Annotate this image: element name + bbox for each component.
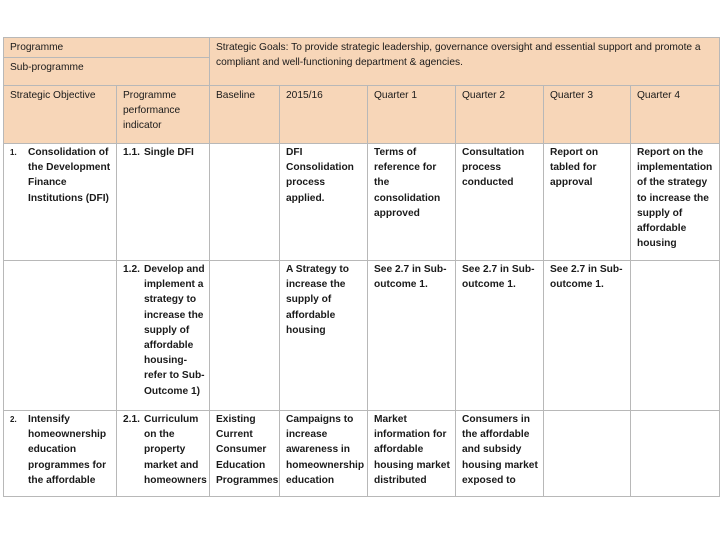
table-row bbox=[4, 411, 720, 497]
indicator-number: 1.1. bbox=[123, 147, 140, 158]
objective-cell bbox=[4, 261, 117, 411]
col-quarter-3: Quarter 3 bbox=[544, 86, 631, 144]
q1-cell: Terms of reference for the consolidation approved bbox=[368, 144, 456, 261]
q3-cell bbox=[544, 411, 631, 497]
indicator-text: Develop and implement a strategy to increase the supply of affordable housing- refer to Sub-Outcome 1) bbox=[144, 264, 205, 397]
objective-number: 1. bbox=[10, 148, 17, 157]
baseline-cell bbox=[210, 144, 280, 261]
indicator-cell bbox=[117, 261, 210, 411]
year-cell: A Strategy to increase the supply of affordable housing bbox=[280, 261, 368, 411]
q1-cell: See 2.7 in Sub-outcome 1. bbox=[368, 261, 456, 411]
programme-label: Programme bbox=[4, 38, 210, 58]
col-quarter-1: Quarter 1 bbox=[368, 86, 456, 144]
col-performance-indicator: Programme performance indicator bbox=[117, 86, 210, 144]
indicator-cell bbox=[117, 411, 210, 497]
indicator-text: Single DFI bbox=[144, 147, 194, 158]
baseline-cell bbox=[210, 261, 280, 411]
q4-cell bbox=[631, 261, 720, 411]
subprogramme-label: Sub-programme bbox=[4, 58, 210, 86]
objective-text: Consolidation of the Development Finance Institutions (DFI) bbox=[28, 147, 111, 204]
year-cell: Campaigns to increase awareness in homeownership education bbox=[280, 411, 368, 497]
col-year: 2015/16 bbox=[280, 86, 368, 144]
strategic-goals: Strategic Goals: To provide strategic leadership, governance oversight and essential support and promote a compliant and well-functioning department & agencies. bbox=[210, 38, 720, 86]
col-quarter-2: Quarter 2 bbox=[456, 86, 544, 144]
performance-plan-table bbox=[3, 37, 720, 497]
col-strategic-objective: Strategic Objective bbox=[4, 86, 117, 144]
q3-cell: Report on tabled for approval bbox=[544, 144, 631, 261]
col-baseline: Baseline bbox=[210, 86, 280, 144]
table-row bbox=[4, 144, 720, 261]
q4-cell bbox=[631, 411, 720, 497]
indicator-number: 2.1. bbox=[123, 414, 140, 425]
q3-cell: See 2.7 in Sub-outcome 1. bbox=[544, 261, 631, 411]
objective-cell bbox=[4, 144, 117, 261]
objective-number: 2. bbox=[10, 415, 17, 424]
q2-cell: Consumers in the affordable and subsidy housing market exposed to bbox=[456, 411, 544, 497]
indicator-cell bbox=[117, 144, 210, 261]
q4-cell: Report on the implementation of the strategy to increase the supply of affordable housing bbox=[631, 144, 720, 261]
col-quarter-4: Quarter 4 bbox=[631, 86, 720, 144]
objective-cell bbox=[4, 411, 117, 497]
baseline-cell: Existing Current Consumer Education Programmes bbox=[210, 411, 280, 497]
indicator-text: Curriculum on the property market and homeowners bbox=[144, 414, 207, 486]
year-cell: DFI Consolidation process applied. bbox=[280, 144, 368, 261]
q2-cell: See 2.7 in Sub-outcome 1. bbox=[456, 261, 544, 411]
objective-text: Intensify homeownership education programmes for the affordable bbox=[28, 414, 107, 486]
q1-cell: Market information for affordable housing market distributed bbox=[368, 411, 456, 497]
table-row bbox=[4, 261, 720, 411]
q2-cell: Consultation process conducted bbox=[456, 144, 544, 261]
indicator-number: 1.2. bbox=[123, 264, 140, 275]
